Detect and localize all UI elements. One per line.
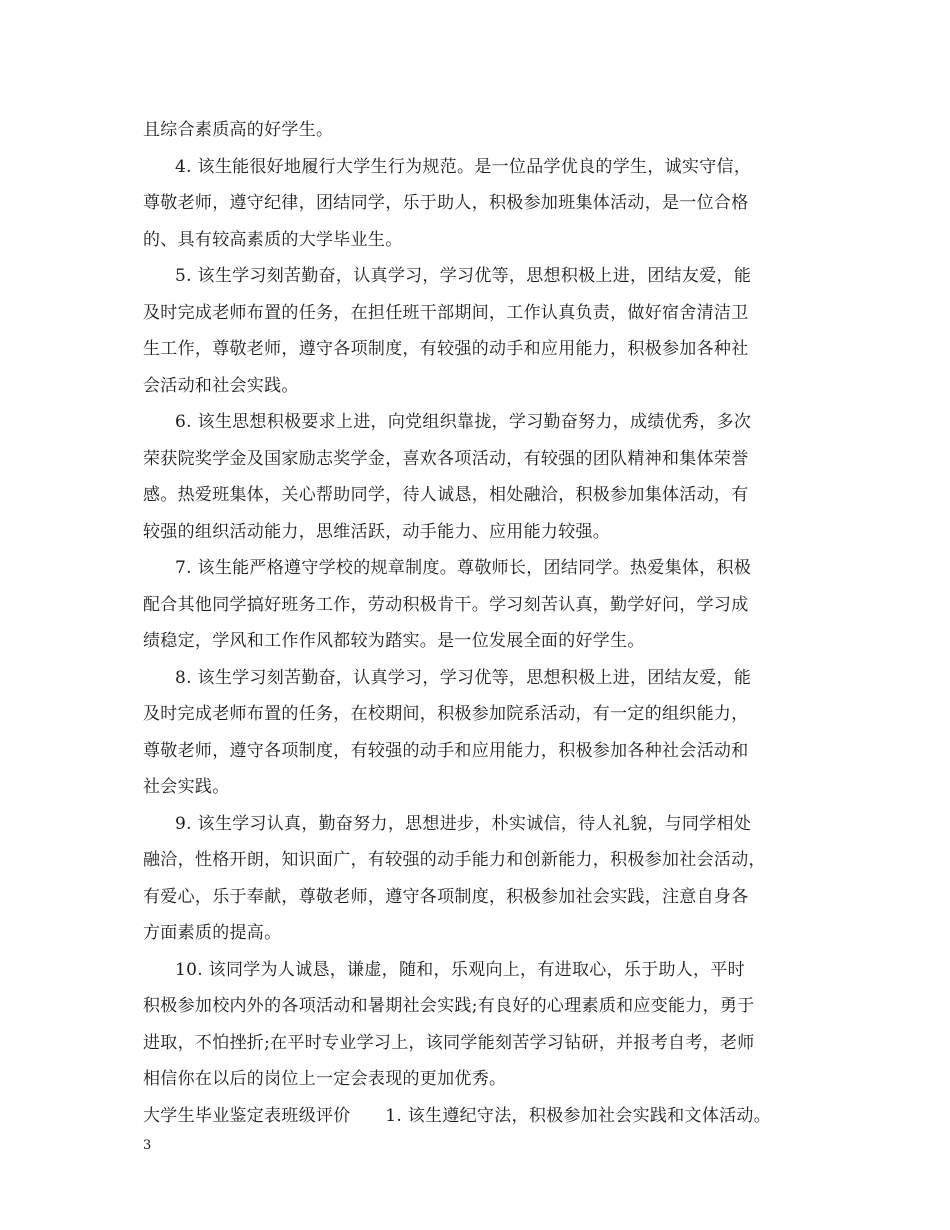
text-line: 配合其他同学搞好班务工作，劳动积极肯干。学习刻苦认真，勤学好问，学习成 [143,594,749,615]
text-line: 的、具有较高素质的大学毕业生。 [143,229,403,250]
document-body [143,112,823,1134]
text-line: 较强的组织活动能力，思维活跃，动手能力、应用能力较强。 [143,521,611,542]
text-line: 8. 该生学习刻苦勤奋，认真学习，学习优等，思想积极上进，团结友爱，能 [175,667,752,688]
text-line: 及时完成老师布置的任务，在校期间，积极参加院系活动，有一定的组织能力， [143,704,749,724]
text-line: 积极参加校内外的各项活动和暑期社会实践;有良好的心理素质和应变能力，勇于 [143,996,755,1016]
text-line: 大学生毕业鉴定表班级评价 1. 该生遵纪守法，积极参加社会实践和文体活动。 [143,1105,772,1126]
text-line: 融洽，性格开朗，知识面广，有较强的动手能力和创新能力，积极参加社会活动， [143,850,766,870]
text-line: 5. 该生学习刻苦勤奋，认真学习，学习优等，思想积极上进，团结友爱，能 [175,266,752,286]
text-line: 进取，不怕挫折;在平时专业学习上，该同学能刻苦学习钻研，并报考自考，老师 [143,1032,755,1053]
text-line: 相信你在以后的岗位上一定会表现的更加优秀。 [143,1069,507,1089]
text-line: 方面素质的提高。 [143,923,282,943]
text-line: 尊敬老师，遵守纪律，团结同学，乐于助人，积极参加班集体活动，是一位合格 [143,193,749,213]
page-number: 3 [143,1138,152,1153]
text-line: 10. 该同学为人诚恳，谦虚，随和，乐观向上，有进取心，乐于助人，平时 [175,959,745,980]
text-line: 及时完成老师布置的任务，在担任班干部期间，工作认真负责，做好宿舍清洁卫 [143,302,749,323]
text-line: 4. 该生能很好地履行大学生行为规范。是一位品学优良的学生，诚实守信， [175,156,752,177]
text-line: 感。热爱班集体，关心帮助同学，待人诚恳，相处融洽，积极参加集体活动，有 [143,485,749,505]
text-line: 社会实践。 [143,777,230,797]
text-line: 9. 该生学习认真，勤奋努力，思想进步，朴实诚信，待人礼貌，与同学相处 [175,813,752,834]
text-line: 会活动和社会实践。 [143,375,299,396]
text-line: 生工作，尊敬老师，遵守各项制度，有较强的动手和应用能力，积极参加各种社 [143,339,749,359]
text-line: 7. 该生能严格遵守学校的规章制度。尊敬师长，团结同学。热爱集体，积极 [175,558,752,578]
text-line: 6. 该生思想积极要求上进，向党组织靠拢，学习勤奋努力，成绩优秀，多次 [175,412,752,432]
text-line: 有爱心，乐于奉献，尊敬老师，遵守各项制度，积极参加社会实践，注意自身各 [143,886,749,907]
text-line: 绩稳定，学风和工作作风都较为踏实。是一位发展全面的好学生。 [143,631,645,651]
text-line: 尊敬老师，遵守各项制度，有较强的动手和应用能力，积极参加各种社会活动和 [143,740,749,761]
text-line: 且综合素质高的好学生。 [143,120,334,140]
text-line: 荣获院奖学金及国家励志奖学金，喜欢各项活动，有较强的团队精神和集体荣誉 [143,448,749,469]
